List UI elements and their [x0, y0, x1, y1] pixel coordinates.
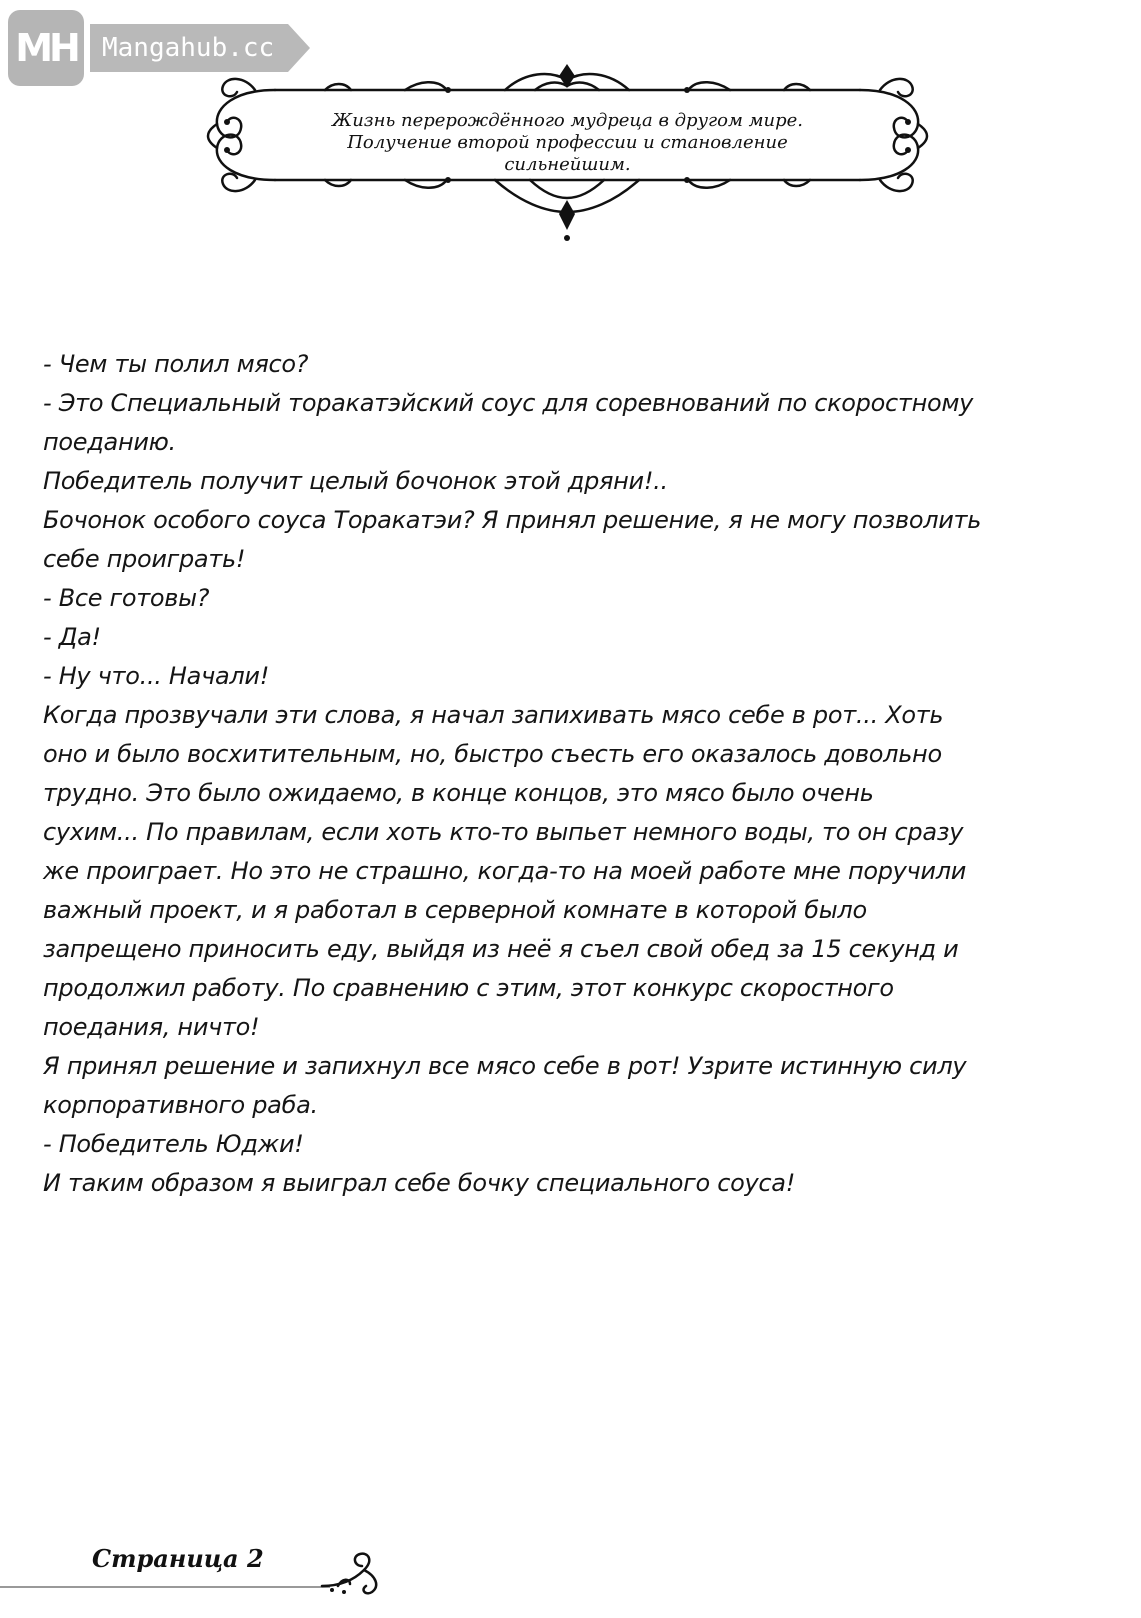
- text-line: - Победитель Юджи!: [43, 1130, 304, 1158]
- text-line: - Ну что... Начали!: [43, 662, 270, 690]
- text-line: трудно. Это было ожидаемо, в конце концов, это мясо было очень: [43, 779, 874, 807]
- title-line: Получение второй профессии и становление: [347, 132, 788, 153]
- text-line: себе проиграть!: [43, 545, 246, 573]
- text-line: корпоративного раба.: [43, 1091, 318, 1119]
- text-line: оно и было восхитительным, но, быстро съесть его оказалось довольно: [43, 740, 942, 768]
- text-line: Победитель получит целый бочонок этой дряни!..: [43, 467, 668, 495]
- title-line: Жизнь перерождённого мудреца в другом мире.: [331, 110, 804, 131]
- page-footer: [0, 1530, 1141, 1610]
- ornamental-title-frame: [205, 62, 930, 247]
- text-line: Когда прозвучали эти слова, я начал запихивать мясо себе в рот... Хоть: [43, 701, 944, 729]
- text-line: поеданию.: [43, 428, 176, 456]
- text-line: Бочонок особого соуса Торакатэи? Я принял решение, я не могу позволить: [43, 506, 982, 534]
- text-line: запрещено приносить еду, выйдя из неё я съел свой обед за 15 секунд и: [43, 935, 959, 963]
- title-line: сильнейшим.: [504, 154, 631, 175]
- watermark-site-label: Mangahub.cc: [90, 24, 288, 72]
- text-line: продолжил работу. По сравнению с этим, этот конкурс скоростного: [43, 974, 894, 1002]
- text-line: сухим... По правилам, если хоть кто-то выпьет немного воды, то он сразу: [43, 818, 964, 846]
- text-line: - Чем ты полил мясо?: [43, 350, 309, 378]
- text-line: же проиграет. Но это не страшно, когда-то на моей работе мне поручили: [43, 857, 967, 885]
- text-line: - Все готовы?: [43, 584, 210, 612]
- chapter-title: [295, 110, 840, 176]
- text-line: И таким образом я выиграл себе бочку специального соуса!: [43, 1169, 796, 1197]
- footer-divider: [0, 1586, 330, 1588]
- text-line: Я принял решение и запихнул все мясо себе в рот! Узрите истинную силу: [43, 1052, 967, 1080]
- story-text: [43, 345, 1103, 1203]
- text-line: важный проект, и я работал в серверной комнате в которой было: [43, 896, 867, 924]
- page-number: Страница 2: [92, 1544, 264, 1573]
- text-line: - Да!: [43, 623, 101, 651]
- footer-swirl-ornament: [320, 1550, 390, 1600]
- text-line: поедания, ничто!: [43, 1013, 260, 1041]
- text-line: - Это Специальный торакатэйский соус для соревнований по скоростному: [43, 389, 974, 417]
- watermark-logo: MH: [8, 10, 84, 86]
